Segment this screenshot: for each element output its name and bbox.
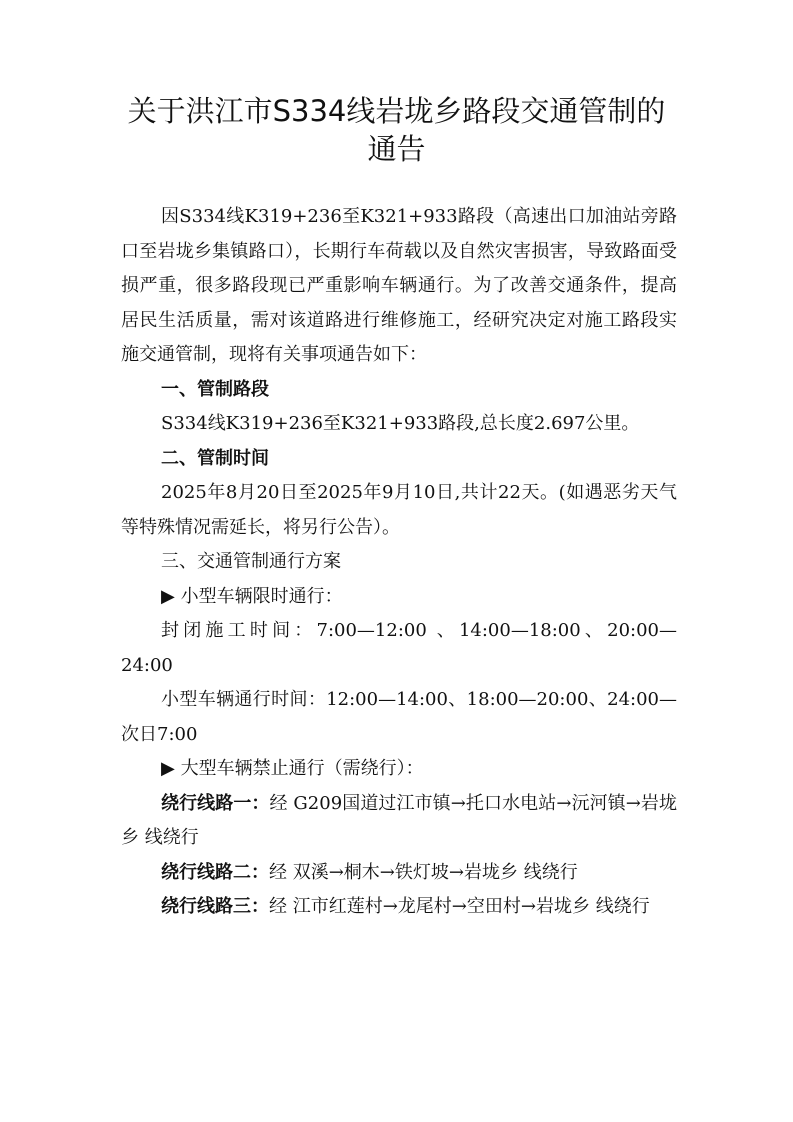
large-vehicle-heading: ▶ 大型车辆禁止通行（需绕行）： — [161, 758, 424, 779]
notice-body — [121, 200, 677, 925]
detour-route-2-text: 经 双溪→桐木→铁灯坡→岩垅乡 线绕行 — [269, 861, 578, 883]
section-1-heading: 一、管制路段 — [161, 378, 269, 400]
section-2-heading: 二、管制时间 — [161, 447, 269, 469]
detour-route-1-label: 绕行线路一： — [161, 792, 270, 814]
detour-route-1 — [121, 787, 677, 856]
intro-paragraph: 因S334线K319+236至K321+933路段（高速出口加油站旁路口至岩垅乡集镇路口），长期行车荷载以及自然灾害损害，导致路面受损严重，很多路段现已严重影响车辆通行。为了改善交通条件，提高居民生活质量，需对该道路进行维修施工，经研究决定对施工路段实施交通管制，现将有关事项通告如下： — [121, 206, 677, 365]
detour-route-3 — [121, 890, 677, 925]
detour-route-3-label: 绕行线路三： — [161, 896, 269, 917]
notice-title-line-1: 关于洪江市S334线岩垅乡路段交通管制的 — [127, 94, 666, 128]
notice-title-line-2: 通告 — [367, 132, 426, 166]
section-3-heading: 三、交通管制通行方案 — [161, 551, 341, 572]
closed-hours-text: 封闭施工时间：7:00—12:00 、14:00—18:00、20:00—24:00 — [121, 620, 677, 676]
detour-route-3-text: 经 江市红莲村→龙尾村→空田村→岩垅乡 线绕行 — [269, 896, 650, 917]
section-1-text: S334线K319+236至K321+933路段,总长度2.697公里。 — [161, 413, 640, 434]
open-hours-text: 小型车辆通行时间：12:00—14:00、18:00—20:00、24:00—次日7:00 — [121, 689, 677, 745]
detour-route-1-text: 经 G209国道过江市镇→托口水电站→沅河镇→岩垅乡 线绕行 — [121, 792, 678, 848]
detour-route-2-label: 绕行线路二： — [161, 861, 269, 883]
detour-route-2 — [121, 856, 677, 891]
section-2-text: 2025年8月20日至2025年9月10日,共计22天。(如遇恶劣天气等特殊情况需延长，将另行公告）。 — [121, 482, 677, 538]
small-vehicle-heading: ▶ 小型车辆限时通行： — [161, 585, 343, 607]
notice-title — [100, 92, 693, 168]
